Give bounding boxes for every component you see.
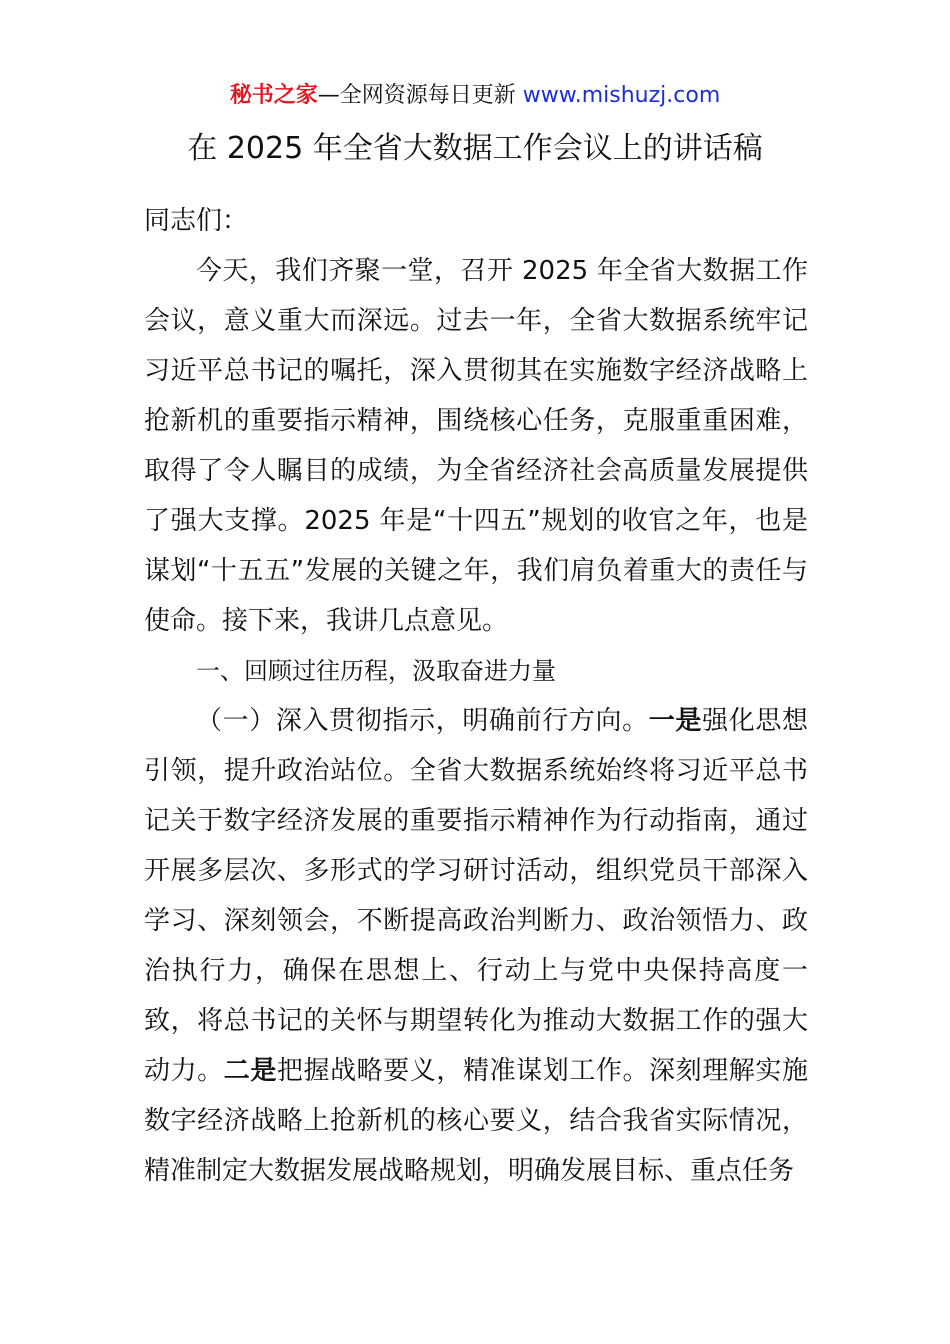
section-heading-1: 一、回顾过往历程，汲取奋进力量 (196, 657, 556, 685)
point-marker-2: 二是 (223, 1056, 277, 1086)
site-tagline: —全网资源每日更新 (317, 83, 523, 108)
document-title: 在 2025 年全省大数据工作会议上的讲话稿 (187, 131, 763, 166)
subsection-lead: （一）深入贯彻指示，明确前行方向。 (196, 706, 649, 736)
paragraph-intro: 今天，我们齐聚一堂，召开 2025 年全省大数据工作会议，意义重大而深远。过去一年，全省大数据系统牢记习近平总书记的嘱托，深入贯彻其在实施数字经济战略上抢新机的重要指示精神，围绕核心任务，克服重重困难，取得了令人瞩目的成绩，为全省经济社会高质量发展提供了强大支撑。2025 年是“十四五”规划的收官之年，也是谋划“十五五”发展的关键之年，我们肩负着重大的责任与使命。接下来，我讲几点意见。 (144, 256, 808, 636)
site-url-link[interactable]: www.mishuzj.com (522, 83, 721, 108)
point-marker-1: 一是 (648, 706, 703, 736)
salutation: 同志们： (144, 206, 249, 236)
site-header (0, 80, 950, 112)
paragraph-subsection-1 (144, 696, 808, 1196)
document-body (144, 196, 808, 1196)
point-text-1: 强化思想引领，提升政治站位。全省大数据系统始终将习近平总书记关于数字经济发展的重要指示精神作为行动指南，通过开展多层次、多形式的学习研讨活动，组织党员干部深入学习、深刻领会，不断提高政治判断力、政治领悟力、政治执行力，确保在思想上、行动上与党中央保持高度一致，将总书记的关怀与期望转化为推动大数据工作的强大动力。 (144, 706, 808, 1086)
site-brand: 秘书之家 (229, 83, 318, 108)
point-text-2: 把握战略要义，精准谋划工作。深刻理解实施数字经济战略上抢新机的核心要义，结合我省实际情况，精准制定大数据发展战略规划，明确发展目标、重点任务 (144, 1056, 808, 1186)
